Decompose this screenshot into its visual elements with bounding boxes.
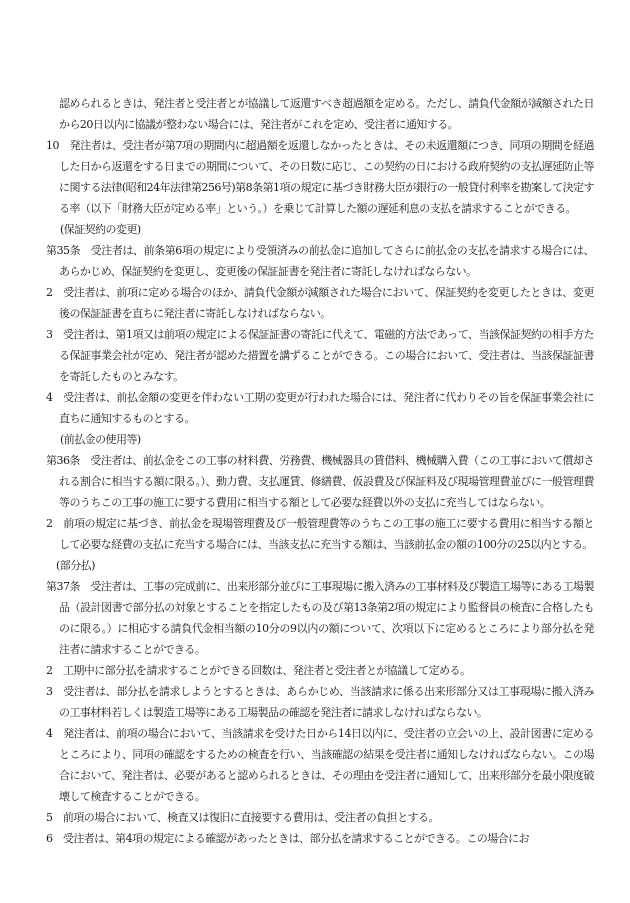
heading-partial-payment: (部分払) (56, 559, 95, 572)
article-35-item-2: 2 受注者は、前項に定める場合のほか、請負代金額が減額された場合において、保証契約を変更したときは、変更後の保証証書を直ちに発注者に寄託しなければならない。 (46, 286, 594, 320)
heading-advance-payment-use: (前払金の使用等) (60, 433, 141, 446)
paragraph-continuation: 認められるときは、発注者と受注者とが協議して返還すべき超過額を定める。ただし、請負代金額が減額された日から20日以内に協議が整わない場合には、発注者がこれを定め、受注者に通知する。 (59, 97, 594, 131)
article-36: 第36条 受注者は、前払金をこの工事の材料費、労務費、機械器具の賃借料、機械購入費（この工事において償却される割合に相当する額に限る。）、動力費、支払運賃、修繕費、仮設費及び保証料及び現場管理費並びに一般管理費等のうちこの工事の施工に要する費用に相当する額として必要な経費以外の支払に充当してはならない。 (46, 454, 594, 509)
article-37-item-6: 6 受注者は、第4項の規定による確認があったときは、部分払を請求することができる。この場合にお (46, 832, 530, 845)
article-35-item-3: 3 受注者は、第1項又は前項の規定による保証証書の寄託に代えて、電磁的方法であって、当該保証契約の相手方たる保証事業会社が定め、発注者が認めた措置を講ずることができる。この場合において、受注者は、当該保証証書を寄託したものとみなす。 (46, 328, 594, 383)
article-36-item-2: 2 前項の規定に基づき、前払金を現場管理費及び一般管理費等のうちこの工事の施工に要する費用に相当する額として必要な経費の支払に充当する場合には、当該支払に充当する額は、当該前払金の額の100分の25以内とする。 (46, 517, 594, 551)
heading-guarantee-contract-change: (保証契約の変更) (60, 223, 141, 236)
contract-document (46, 93, 594, 849)
article-35: 第35条 受注者は、前条第6項の規定により受領済みの前払金に追加してさらに前払金の支払を請求する場合には、あらかじめ、保証契約を変更し、変更後の保証証書を発注者に寄託しなければならない。 (46, 244, 594, 278)
article-37-item-5: 5 前項の場合において、検査又は復旧に直接要する費用は、受注者の負担とする。 (46, 811, 439, 824)
article-37-item-2: 2 工期中に部分払を請求することができる回数は、発注者と受注者とが協議して定める。 (46, 664, 471, 677)
clause-34-item-10: 10 発注者は、受注者が第7項の期間内に超過額を返還しなかったときは、その未返還額につき、同項の期間を経過した日から返還をする日までの期間について、その日数に応じ、この契約の日における政府契約の支払遅延防止等に関する法律(昭和24年法律第256号)第8条第1項の規定に基づき財務大臣が銀行の一般貸付利率を勘案して決定する率（以下「財務大臣が定める率」という。）を乗じて計算した額の遅延利息の支払を請求することができる。 (46, 139, 594, 215)
article-37: 第37条 受注者は、工事の完成前に、出来形部分並びに工事現場に搬入済みの工事材料及び製造工場等にある工場製品（設計図書で部分払の対象とすることを指定したもの及び第13条第2項の規定により監督員の検査に合格したものに限る。）に相応する請負代金相当額の10分の9以内の額について、次項以下に定めるところにより部分払を発注者に請求することができる。 (46, 580, 594, 656)
article-37-item-4: 4 発注者は、前項の場合において、当該請求を受けた日から14日以内に、受注者の立会いの上、設計図書に定めるところにより、同項の確認をするための検査を行い、当該確認の結果を受注者に通知しなければならない。この場合において、発注者は、必要があると認められるときは、その理由を受注者に通知して、出来形部分を最小限度破壊して検査することができる。 (46, 727, 594, 803)
article-35-item-4: 4 受注者は、前払金額の変更を伴わない工期の変更が行われた場合には、発注者に代わりその旨を保証事業会社に直ちに通知するものとする。 (46, 391, 594, 425)
article-37-item-3: 3 受注者は、部分払を請求しようとするときは、あらかじめ、当該請求に係る出来形部分又は工事現場に搬入済みの工事材料若しくは製造工場等にある工場製品の確認を発注者に請求しなければならない。 (46, 685, 594, 719)
